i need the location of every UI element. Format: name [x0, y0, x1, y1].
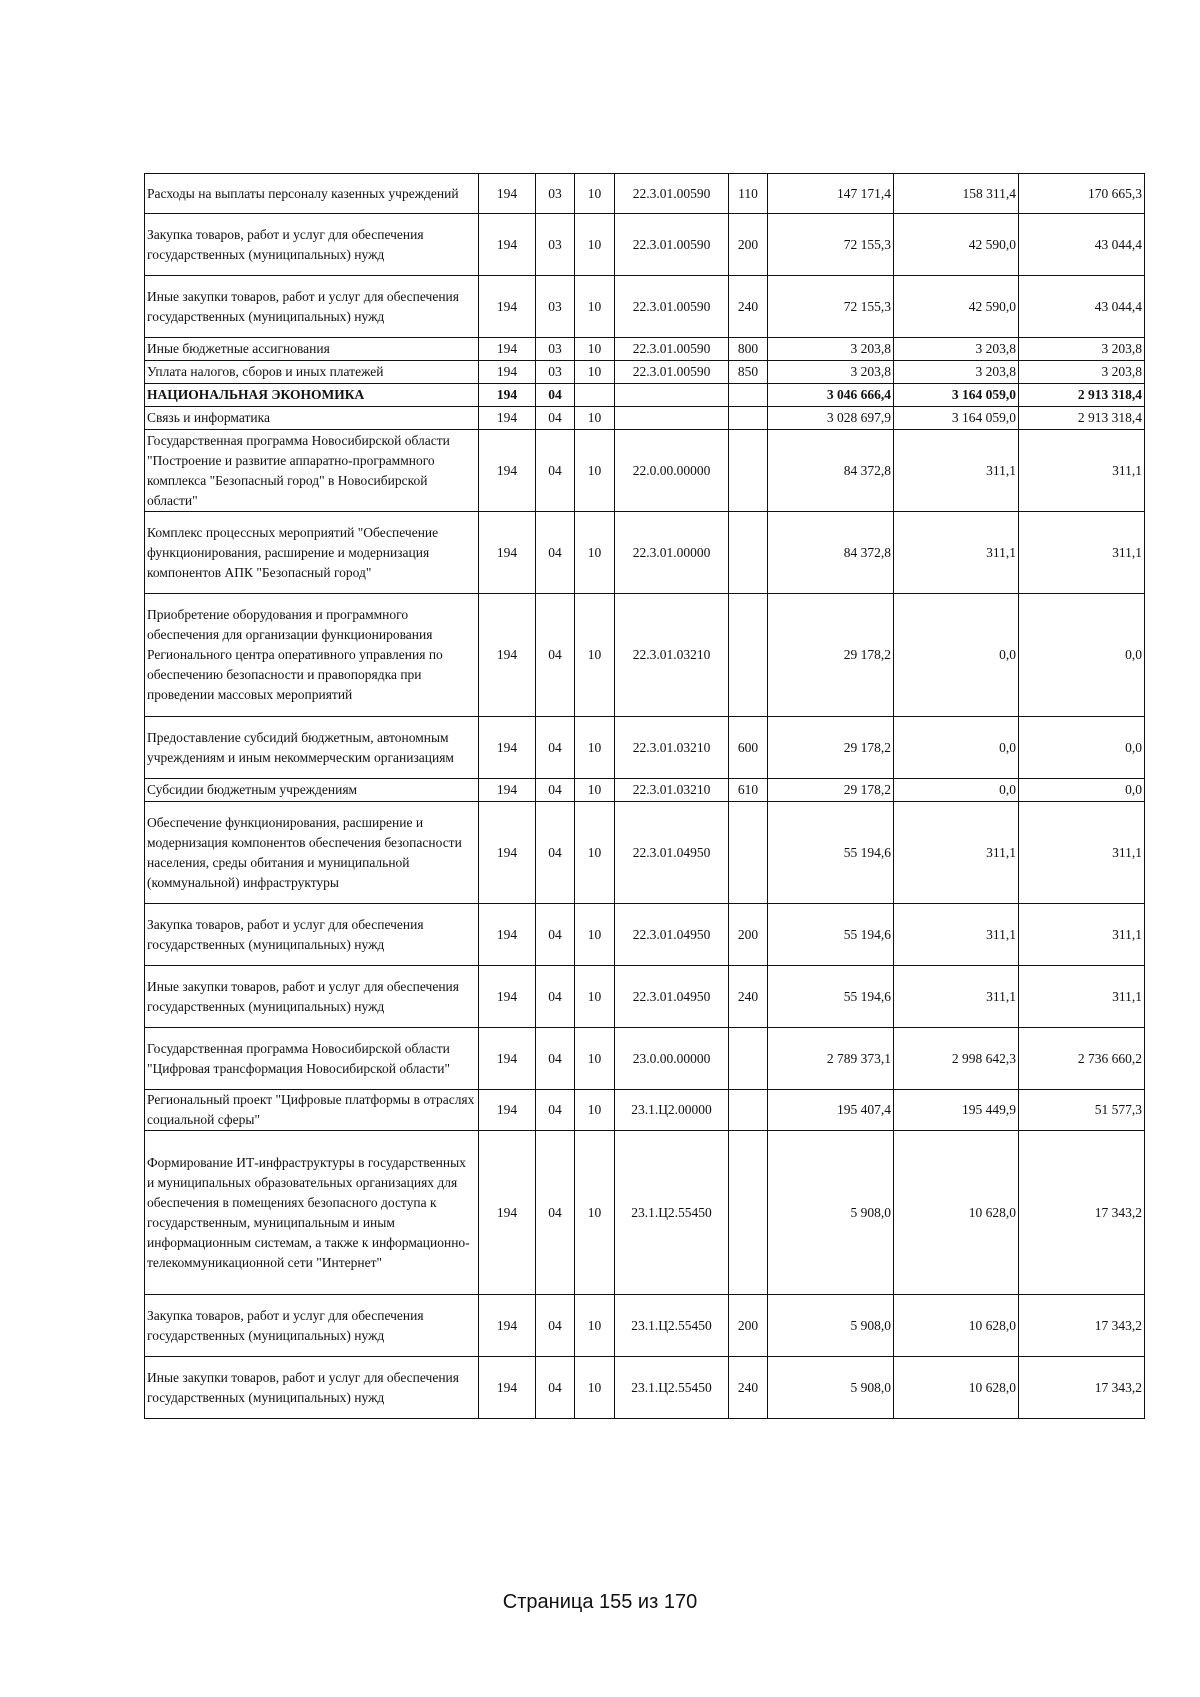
row-name: НАЦИОНАЛЬНАЯ ЭКОНОМИКА: [145, 384, 479, 407]
table-row: [145, 338, 1145, 361]
cell-csr: 23.1.Ц2.00000: [615, 1090, 729, 1131]
cell-amount-y3: 2 913 318,4: [1019, 407, 1145, 430]
cell-pr: 10: [575, 338, 615, 361]
cell-amount-y2: 311,1: [894, 904, 1019, 966]
cell-amount-y3: 17 343,2: [1019, 1357, 1145, 1419]
cell-pr: [575, 384, 615, 407]
cell-rz: 04: [536, 966, 575, 1028]
cell-amount-y3: 3 203,8: [1019, 338, 1145, 361]
cell-gr: 194: [479, 338, 536, 361]
cell-amount-y1: 29 178,2: [768, 717, 894, 779]
table-row: [145, 214, 1145, 276]
cell-amount-y3: 311,1: [1019, 430, 1145, 512]
cell-pr: 10: [575, 779, 615, 802]
cell-amount-y3: 311,1: [1019, 904, 1145, 966]
cell-amount-y3: 311,1: [1019, 966, 1145, 1028]
cell-amount-y3: 17 343,2: [1019, 1131, 1145, 1295]
row-name: Расходы на выплаты персоналу казенных учреждений: [145, 174, 479, 214]
cell-gr: 194: [479, 384, 536, 407]
cell-gr: 194: [479, 1295, 536, 1357]
row-name: Иные закупки товаров, работ и услуг для обеспечения государственных (муниципальных) нужд: [145, 276, 479, 338]
cell-pr: 10: [575, 717, 615, 779]
cell-csr: 22.3.01.00590: [615, 338, 729, 361]
cell-csr: 23.1.Ц2.55450: [615, 1357, 729, 1419]
cell-csr: 22.3.01.00590: [615, 214, 729, 276]
cell-vr: [729, 1028, 768, 1090]
table-row: [145, 1295, 1145, 1357]
table-row: [145, 1090, 1145, 1131]
cell-gr: 194: [479, 904, 536, 966]
table-row: [145, 361, 1145, 384]
cell-amount-y2: 0,0: [894, 594, 1019, 717]
cell-csr: 22.3.01.00000: [615, 512, 729, 594]
cell-amount-y1: 29 178,2: [768, 779, 894, 802]
cell-vr: [729, 594, 768, 717]
cell-rz: 04: [536, 384, 575, 407]
cell-pr: 10: [575, 361, 615, 384]
cell-vr: [729, 1090, 768, 1131]
table-row: [145, 802, 1145, 904]
cell-pr: 10: [575, 214, 615, 276]
row-name: Иные закупки товаров, работ и услуг для обеспечения государственных (муниципальных) нужд: [145, 966, 479, 1028]
table-row: [145, 1357, 1145, 1419]
cell-gr: 194: [479, 717, 536, 779]
cell-csr: 22.3.01.04950: [615, 904, 729, 966]
cell-rz: 04: [536, 904, 575, 966]
cell-csr: 22.3.01.03210: [615, 594, 729, 717]
row-name: Закупка товаров, работ и услуг для обеспечения государственных (муниципальных) нужд: [145, 904, 479, 966]
cell-amount-y3: 51 577,3: [1019, 1090, 1145, 1131]
cell-gr: 194: [479, 407, 536, 430]
row-name: Иные закупки товаров, работ и услуг для обеспечения государственных (муниципальных) нужд: [145, 1357, 479, 1419]
table-row: [145, 1131, 1145, 1295]
cell-amount-y1: 147 171,4: [768, 174, 894, 214]
cell-amount-y3: 2 913 318,4: [1019, 384, 1145, 407]
cell-vr: 200: [729, 1295, 768, 1357]
cell-amount-y2: 0,0: [894, 779, 1019, 802]
row-name: Обеспечение функционирования, расширение и модернизация компонентов обеспечения безопасности населения, среды обитания и муниципальной (коммунальной) инфраструктуры: [145, 802, 479, 904]
cell-amount-y1: 72 155,3: [768, 214, 894, 276]
cell-amount-y1: 5 908,0: [768, 1357, 894, 1419]
cell-csr: 23.1.Ц2.55450: [615, 1295, 729, 1357]
row-name: Государственная программа Новосибирской области "Цифровая трансформация Новосибирской области": [145, 1028, 479, 1090]
cell-pr: 10: [575, 276, 615, 338]
cell-vr: 850: [729, 361, 768, 384]
cell-amount-y3: 311,1: [1019, 512, 1145, 594]
cell-vr: [729, 407, 768, 430]
cell-gr: 194: [479, 594, 536, 717]
cell-amount-y2: 10 628,0: [894, 1131, 1019, 1295]
table-row: [145, 1028, 1145, 1090]
cell-csr: 22.3.01.00590: [615, 174, 729, 214]
cell-vr: 240: [729, 276, 768, 338]
cell-amount-y1: 3 028 697,9: [768, 407, 894, 430]
cell-vr: 200: [729, 904, 768, 966]
cell-pr: 10: [575, 966, 615, 1028]
cell-rz: 04: [536, 1090, 575, 1131]
cell-gr: 194: [479, 361, 536, 384]
cell-csr: 22.0.00.00000: [615, 430, 729, 512]
cell-rz: 03: [536, 276, 575, 338]
cell-pr: 10: [575, 1295, 615, 1357]
cell-csr: 22.3.01.00590: [615, 276, 729, 338]
table-row: [145, 430, 1145, 512]
cell-pr: 10: [575, 594, 615, 717]
row-name: Закупка товаров, работ и услуг для обеспечения государственных (муниципальных) нужд: [145, 214, 479, 276]
cell-amount-y2: 0,0: [894, 717, 1019, 779]
row-name: Формирование ИТ-инфраструктуры в государственных и муниципальных образовательных организациях для обеспечения в помещениях безопасного доступа к государственным, муниципальным и иным информационным системам, а также к информационно-телекоммуникационной сети "Интернет": [145, 1131, 479, 1295]
cell-amount-y2: 2 998 642,3: [894, 1028, 1019, 1090]
cell-pr: 10: [575, 430, 615, 512]
cell-amount-y3: 311,1: [1019, 802, 1145, 904]
cell-amount-y1: 29 178,2: [768, 594, 894, 717]
cell-amount-y1: 84 372,8: [768, 430, 894, 512]
table-row: [145, 779, 1145, 802]
cell-amount-y1: 3 203,8: [768, 338, 894, 361]
cell-pr: 10: [575, 904, 615, 966]
cell-vr: 800: [729, 338, 768, 361]
cell-amount-y3: 0,0: [1019, 779, 1145, 802]
cell-amount-y3: 170 665,3: [1019, 174, 1145, 214]
cell-pr: 10: [575, 407, 615, 430]
cell-vr: 240: [729, 966, 768, 1028]
cell-rz: 04: [536, 717, 575, 779]
cell-amount-y3: 43 044,4: [1019, 214, 1145, 276]
cell-rz: 04: [536, 1295, 575, 1357]
cell-csr: 22.3.01.03210: [615, 779, 729, 802]
cell-pr: 10: [575, 1028, 615, 1090]
cell-amount-y2: 311,1: [894, 512, 1019, 594]
cell-amount-y3: 2 736 660,2: [1019, 1028, 1145, 1090]
cell-amount-y2: 3 164 059,0: [894, 384, 1019, 407]
cell-gr: 194: [479, 512, 536, 594]
budget-table: [144, 173, 1145, 1419]
cell-amount-y2: 158 311,4: [894, 174, 1019, 214]
cell-amount-y1: 2 789 373,1: [768, 1028, 894, 1090]
cell-pr: 10: [575, 174, 615, 214]
cell-rz: 04: [536, 779, 575, 802]
cell-amount-y1: 55 194,6: [768, 966, 894, 1028]
cell-amount-y2: 311,1: [894, 966, 1019, 1028]
cell-amount-y2: 195 449,9: [894, 1090, 1019, 1131]
cell-gr: 194: [479, 174, 536, 214]
cell-amount-y2: 10 628,0: [894, 1357, 1019, 1419]
cell-amount-y1: 55 194,6: [768, 802, 894, 904]
cell-amount-y2: 311,1: [894, 802, 1019, 904]
cell-amount-y1: 3 203,8: [768, 361, 894, 384]
cell-pr: 10: [575, 1090, 615, 1131]
cell-vr: [729, 384, 768, 407]
cell-rz: 04: [536, 512, 575, 594]
cell-rz: 03: [536, 214, 575, 276]
row-name: Закупка товаров, работ и услуг для обеспечения государственных (муниципальных) нужд: [145, 1295, 479, 1357]
cell-amount-y1: 5 908,0: [768, 1295, 894, 1357]
cell-vr: [729, 430, 768, 512]
table-row: [145, 904, 1145, 966]
cell-rz: 04: [536, 1131, 575, 1295]
cell-rz: 04: [536, 594, 575, 717]
cell-amount-y2: 3 203,8: [894, 338, 1019, 361]
row-name: Государственная программа Новосибирской области "Построение и развитие аппаратно-программного комплекса "Безопасный город" в Новосибирской области": [145, 430, 479, 512]
cell-gr: 194: [479, 430, 536, 512]
cell-amount-y3: 17 343,2: [1019, 1295, 1145, 1357]
cell-csr: 23.0.00.00000: [615, 1028, 729, 1090]
row-name: Региональный проект "Цифровые платформы в отраслях социальной сферы": [145, 1090, 479, 1131]
cell-rz: 03: [536, 174, 575, 214]
cell-amount-y2: 42 590,0: [894, 214, 1019, 276]
table-row: [145, 594, 1145, 717]
cell-pr: 10: [575, 512, 615, 594]
cell-csr: 22.3.01.04950: [615, 802, 729, 904]
cell-vr: 600: [729, 717, 768, 779]
cell-vr: 610: [729, 779, 768, 802]
cell-gr: 194: [479, 214, 536, 276]
row-name: Связь и информатика: [145, 407, 479, 430]
cell-amount-y2: 10 628,0: [894, 1295, 1019, 1357]
cell-amount-y1: 84 372,8: [768, 512, 894, 594]
cell-csr: 22.3.01.00590: [615, 361, 729, 384]
cell-gr: 194: [479, 1090, 536, 1131]
cell-gr: 194: [479, 1028, 536, 1090]
table-row: [145, 384, 1145, 407]
cell-amount-y3: 0,0: [1019, 717, 1145, 779]
cell-pr: 10: [575, 1357, 615, 1419]
cell-vr: [729, 1131, 768, 1295]
cell-pr: 10: [575, 1131, 615, 1295]
cell-vr: 110: [729, 174, 768, 214]
cell-csr: [615, 407, 729, 430]
row-name: Комплекс процессных мероприятий "Обеспечение функционирования, расширение и модернизация компонентов АПК "Безопасный город": [145, 512, 479, 594]
table-row: [145, 717, 1145, 779]
cell-rz: 03: [536, 361, 575, 384]
cell-vr: 200: [729, 214, 768, 276]
row-name: Иные бюджетные ассигнования: [145, 338, 479, 361]
cell-vr: [729, 512, 768, 594]
cell-gr: 194: [479, 1357, 536, 1419]
cell-amount-y2: 42 590,0: [894, 276, 1019, 338]
cell-pr: 10: [575, 802, 615, 904]
table-row: [145, 512, 1145, 594]
row-name: Уплата налогов, сборов и иных платежей: [145, 361, 479, 384]
cell-amount-y3: 3 203,8: [1019, 361, 1145, 384]
cell-csr: 22.3.01.04950: [615, 966, 729, 1028]
table-row: [145, 407, 1145, 430]
cell-rz: 04: [536, 430, 575, 512]
cell-rz: 04: [536, 1028, 575, 1090]
row-name: Предоставление субсидий бюджетным, автономным учреждениям и иным некоммерческим организациям: [145, 717, 479, 779]
table-row: [145, 174, 1145, 214]
cell-amount-y2: 3 203,8: [894, 361, 1019, 384]
table-body: [145, 174, 1145, 1419]
cell-rz: 04: [536, 1357, 575, 1419]
page-number: Страница 155 из 170: [502, 1591, 698, 1613]
cell-amount-y3: 43 044,4: [1019, 276, 1145, 338]
cell-gr: 194: [479, 1131, 536, 1295]
row-name: Приобретение оборудования и программного обеспечения для организации функционирования Регионального центра оперативного управления по обеспечению безопасности и правопорядка при проведении массовых мероприятий: [145, 594, 479, 717]
row-name: Субсидии бюджетным учреждениям: [145, 779, 479, 802]
cell-amount-y2: 311,1: [894, 430, 1019, 512]
cell-vr: [729, 802, 768, 904]
cell-rz: 03: [536, 338, 575, 361]
cell-amount-y2: 3 164 059,0: [894, 407, 1019, 430]
cell-csr: 22.3.01.03210: [615, 717, 729, 779]
table-row: [145, 966, 1145, 1028]
cell-vr: 240: [729, 1357, 768, 1419]
cell-amount-y1: 5 908,0: [768, 1131, 894, 1295]
cell-gr: 194: [479, 802, 536, 904]
table-row: [145, 276, 1145, 338]
cell-csr: [615, 384, 729, 407]
cell-csr: 23.1.Ц2.55450: [615, 1131, 729, 1295]
cell-amount-y1: 3 046 666,4: [768, 384, 894, 407]
cell-amount-y3: 0,0: [1019, 594, 1145, 717]
cell-amount-y1: 195 407,4: [768, 1090, 894, 1131]
cell-gr: 194: [479, 966, 536, 1028]
cell-amount-y1: 72 155,3: [768, 276, 894, 338]
cell-amount-y1: 55 194,6: [768, 904, 894, 966]
cell-gr: 194: [479, 276, 536, 338]
cell-rz: 04: [536, 407, 575, 430]
cell-gr: 194: [479, 779, 536, 802]
cell-rz: 04: [536, 802, 575, 904]
